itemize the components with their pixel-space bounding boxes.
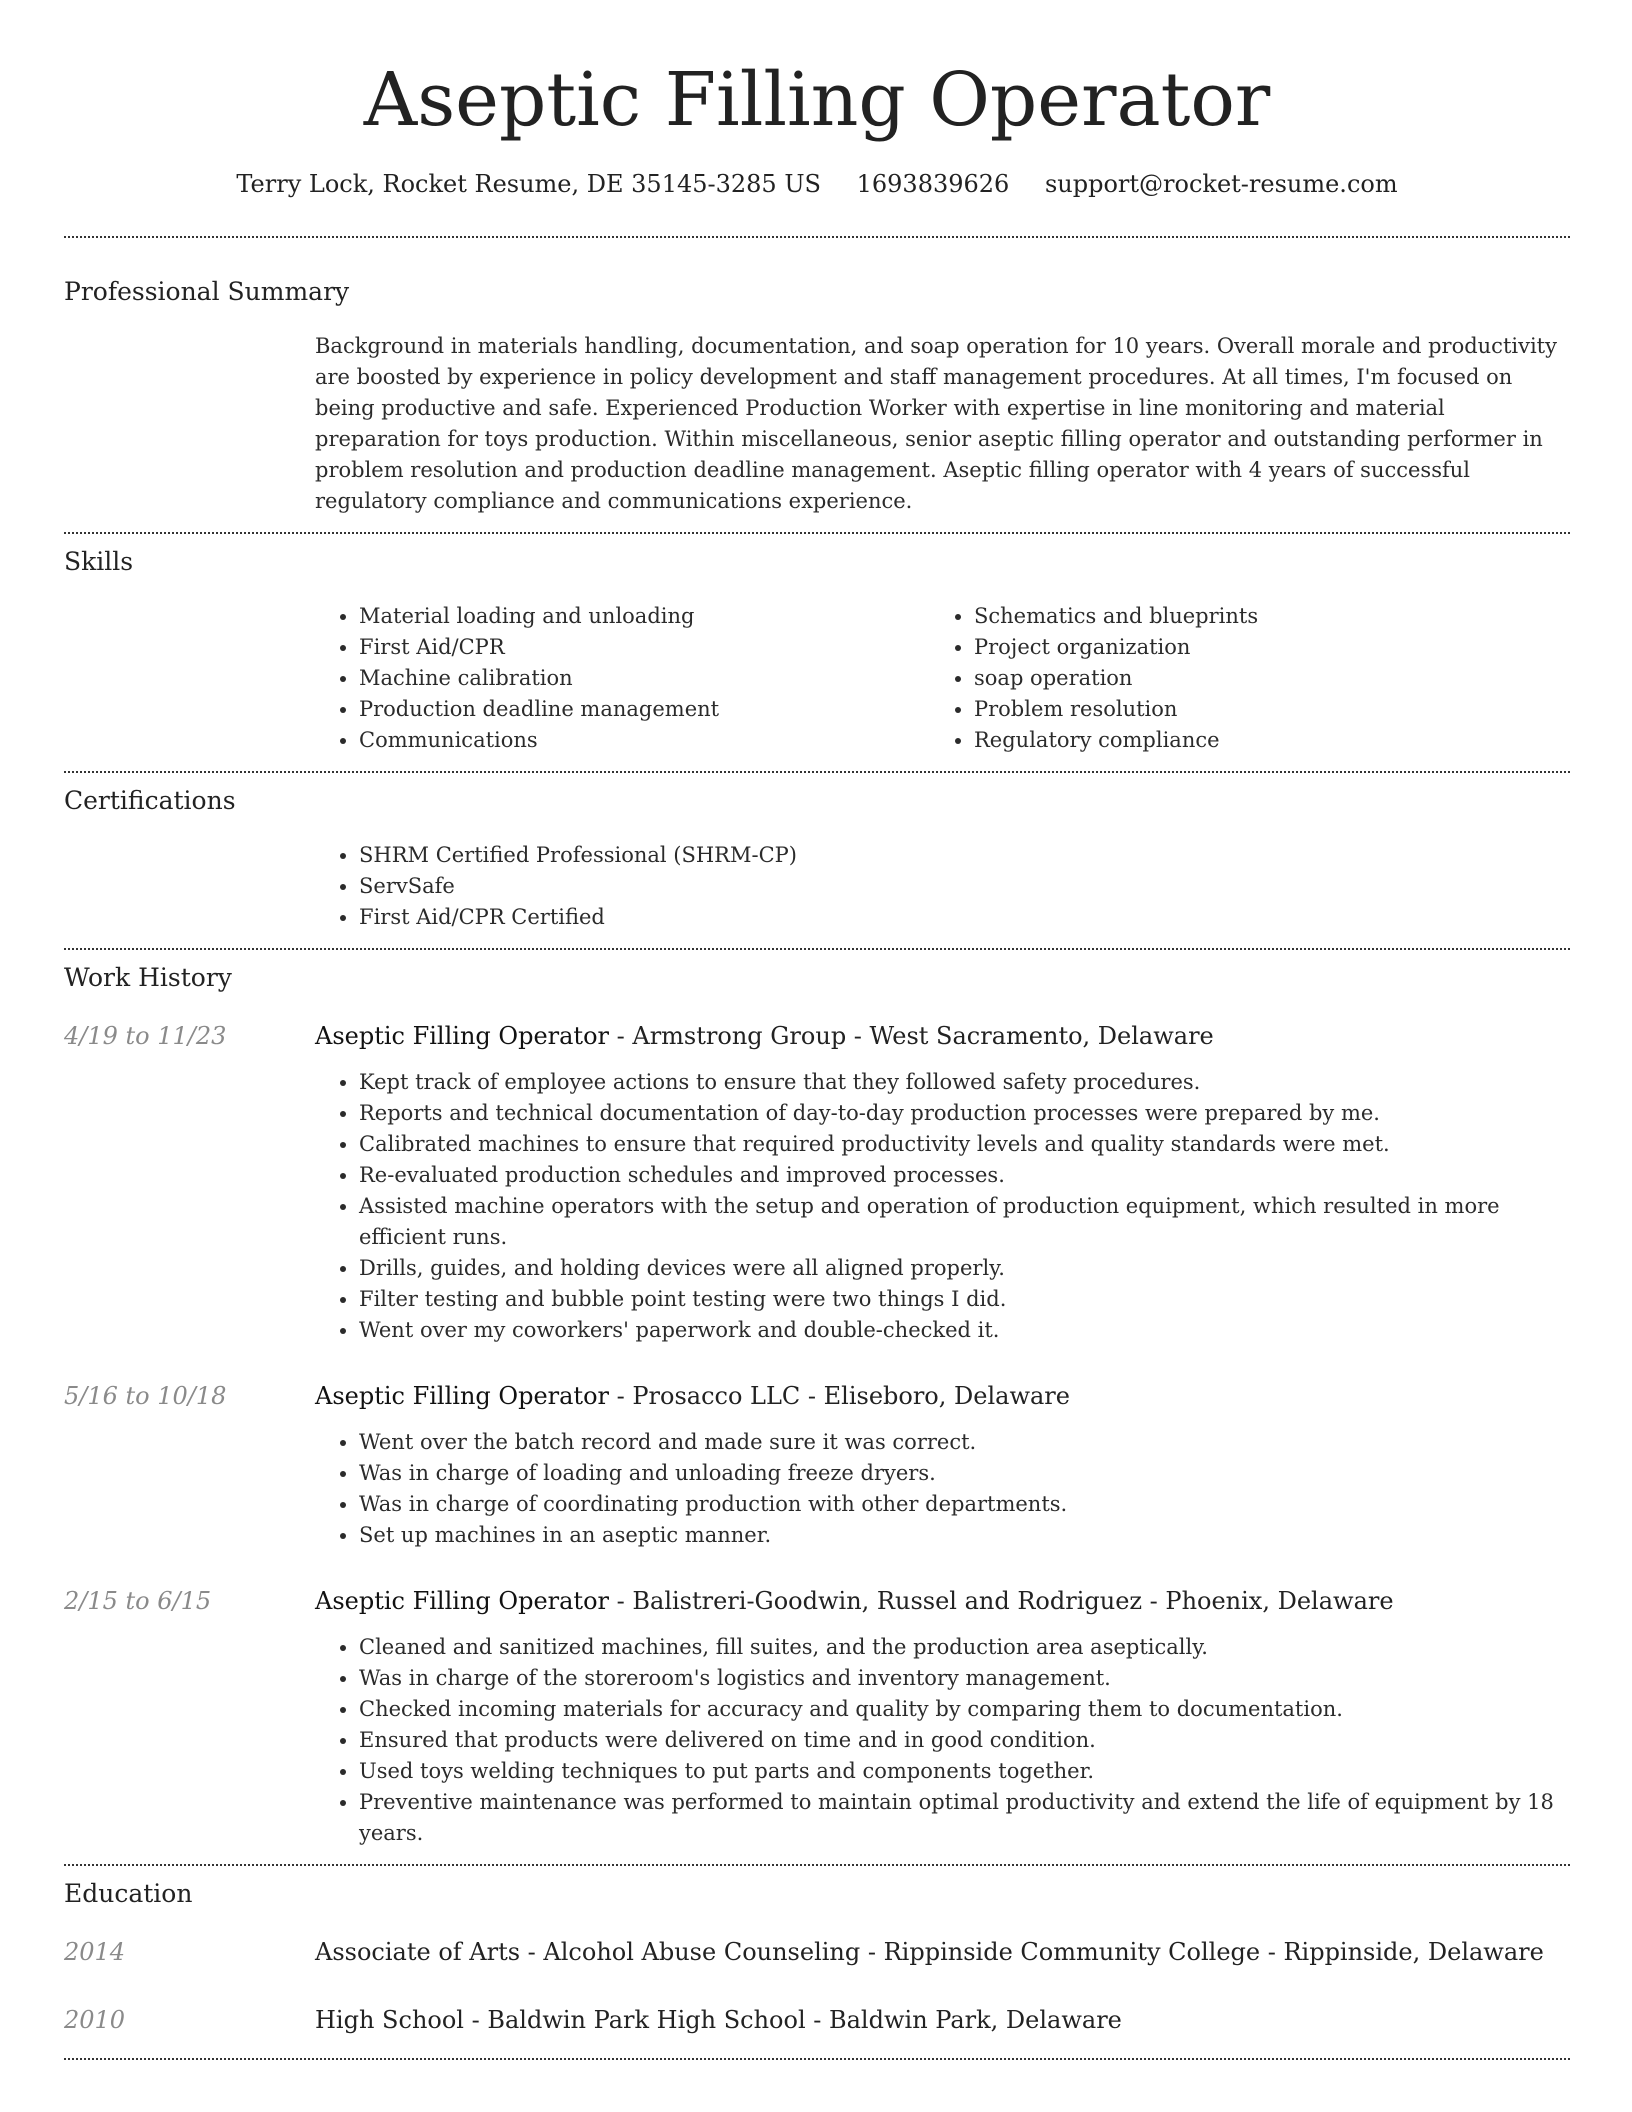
education-title — [315, 2004, 1122, 2036]
job-role: Aseptic Filling Operator — [315, 1022, 609, 1050]
work-entry-date: 2/15 to 6/15 — [64, 1587, 212, 1615]
work-entry-bullets — [315, 1632, 1570, 1849]
summary-text: Background in materials handling, documentation, and soap operation for 10 years. Overall morale and productivity are boosted by experience in policy development and staff management procedures. At all times, I'm focused on being productive and safe. Experienced Production Worker with expertise in line monitoring and material preparation for toys production. Within miscellaneous, senior aseptic filling operator and outstanding performer in problem resolution and production deadline management. Aseptic filling operator with 4 years of successful regulatory compliance and communications experience. — [315, 334, 1557, 513]
work-entry-date: 5/16 to 10/18 — [64, 1382, 227, 1410]
work-bullet: • Set up machines in an aseptic manner. — [359, 1520, 1570, 1551]
job-employer-location: - Armstrong Group - West Sacramento, Delaware — [609, 1022, 1214, 1050]
work-bullet: • Ensured that products were delivered on time and in good condition. — [359, 1725, 1570, 1756]
certification-item: • SHRM Certified Professional (SHRM-CP) — [359, 840, 1570, 871]
divider — [64, 948, 1570, 950]
work-entry-title — [315, 1380, 1070, 1412]
work-bullet: • Checked incoming materials for accuracy and quality by comparing them to documentation. — [359, 1694, 1570, 1725]
skill-item: • Project organization — [974, 632, 1545, 663]
job-employer-location: - Prosacco LLC - Eliseboro, Delaware — [609, 1382, 1070, 1410]
work-bullet: • Filter testing and bubble point testing were two things I did. — [359, 1284, 1570, 1315]
skill-item: • Material loading and unloading — [359, 601, 930, 632]
skill-item: • Problem resolution — [974, 694, 1545, 725]
section-heading-skills: Skills — [64, 547, 134, 576]
work-entry-bullets — [315, 1067, 1570, 1346]
skills-column-left — [315, 601, 930, 756]
education-details: - Baldwin Park High School - Baldwin Park, Delaware — [463, 2006, 1122, 2034]
skill-item: • First Aid/CPR — [359, 632, 930, 663]
work-entry-bullets — [315, 1427, 1570, 1551]
work-bullet: • Was in charge of the storeroom's logistics and inventory management. — [359, 1663, 1570, 1694]
work-bullet: • Went over my coworkers' paperwork and double-checked it. — [359, 1315, 1570, 1346]
education-title — [315, 1936, 1544, 1968]
work-entry-header — [64, 1585, 1570, 1617]
work-entry — [64, 1020, 1570, 1346]
work-entry-header — [64, 1020, 1570, 1052]
work-bullet: • Reports and technical documentation of day-to-day production processes were prepared by me. — [359, 1098, 1570, 1129]
resume-title: Aseptic Filling Operator — [363, 57, 1271, 143]
work-bullet: • Calibrated machines to ensure that required productivity levels and quality standards were met. — [359, 1129, 1570, 1160]
education-degree: High School — [315, 2006, 464, 2034]
work-entry-date: 4/19 to 11/23 — [64, 1022, 227, 1050]
work-bullet: • Preventive maintenance was performed to maintain optimal productivity and extend the life of equipment by 18 years. — [359, 1787, 1570, 1849]
skill-item: • Communications — [359, 725, 930, 756]
work-entry-title — [315, 1020, 1214, 1052]
education-degree: Associate of Arts — [315, 1938, 521, 1966]
skill-item: • Production deadline management — [359, 694, 930, 725]
work-entry-title — [315, 1585, 1394, 1617]
work-bullet: • Used toys welding techniques to put parts and components together. — [359, 1756, 1570, 1787]
work-bullet: • Cleaned and sanitized machines, fill suites, and the production area aseptically. — [359, 1632, 1570, 1663]
divider — [64, 532, 1570, 534]
contact-address: Terry Lock, Rocket Resume, DE 35145-3285 US — [236, 170, 821, 198]
skill-item: • Machine calibration — [359, 663, 930, 694]
education-date: 2010 — [64, 2006, 126, 2034]
job-employer-location: - Balistreri-Goodwin, Russel and Rodriguez - Phoenix, Delaware — [609, 1587, 1394, 1615]
contact-email: support@rocket-resume.com — [1044, 170, 1398, 198]
divider — [64, 1864, 1570, 1866]
divider — [64, 771, 1570, 773]
divider — [64, 236, 1570, 238]
skills-column-right — [930, 601, 1545, 756]
education-entry — [64, 2004, 1570, 2036]
section-heading-certifications: Certifications — [64, 786, 236, 815]
section-heading-work-history: Work History — [64, 963, 232, 992]
job-role: Aseptic Filling Operator — [315, 1587, 609, 1615]
skill-item: • Schematics and blueprints — [974, 601, 1545, 632]
work-entry — [64, 1585, 1570, 1849]
work-bullet: • Was in charge of loading and unloading freeze dryers. — [359, 1458, 1570, 1489]
work-bullet: • Re-evaluated production schedules and improved processes. — [359, 1160, 1570, 1191]
contact-phone: 1693839626 — [856, 170, 1010, 198]
education-entry — [64, 1936, 1570, 1968]
skills-list — [315, 601, 1570, 756]
job-role: Aseptic Filling Operator — [315, 1382, 609, 1410]
certifications-list — [315, 840, 1570, 933]
work-bullet: • Assisted machine operators with the setup and operation of production equipment, which resulted in more efficient runs. — [359, 1191, 1570, 1253]
divider — [64, 2058, 1570, 2060]
work-bullet: • Was in charge of coordinating production with other departments. — [359, 1489, 1570, 1520]
skill-item: • Regulatory compliance — [974, 725, 1545, 756]
certification-item: • First Aid/CPR Certified — [359, 902, 1570, 933]
skill-item: • soap operation — [974, 663, 1545, 694]
work-bullet: • Kept track of employee actions to ensure that they followed safety procedures. — [359, 1067, 1570, 1098]
certification-item: • ServSafe — [359, 871, 1570, 902]
section-heading-summary: Professional Summary — [64, 277, 350, 306]
work-entry-header — [64, 1380, 1570, 1412]
resume-page — [64, 0, 1570, 2060]
work-bullet: • Went over the batch record and made sure it was correct. — [359, 1427, 1570, 1458]
education-details: - Alcohol Abuse Counseling - Rippinside Community College - Rippinside, Delaware — [520, 1938, 1544, 1966]
section-heading-education: Education — [64, 1879, 193, 1908]
work-entry — [64, 1380, 1570, 1551]
contact-line — [64, 168, 1570, 200]
work-bullet: • Drills, guides, and holding devices were all aligned properly. — [359, 1253, 1570, 1284]
education-date: 2014 — [64, 1938, 126, 1966]
